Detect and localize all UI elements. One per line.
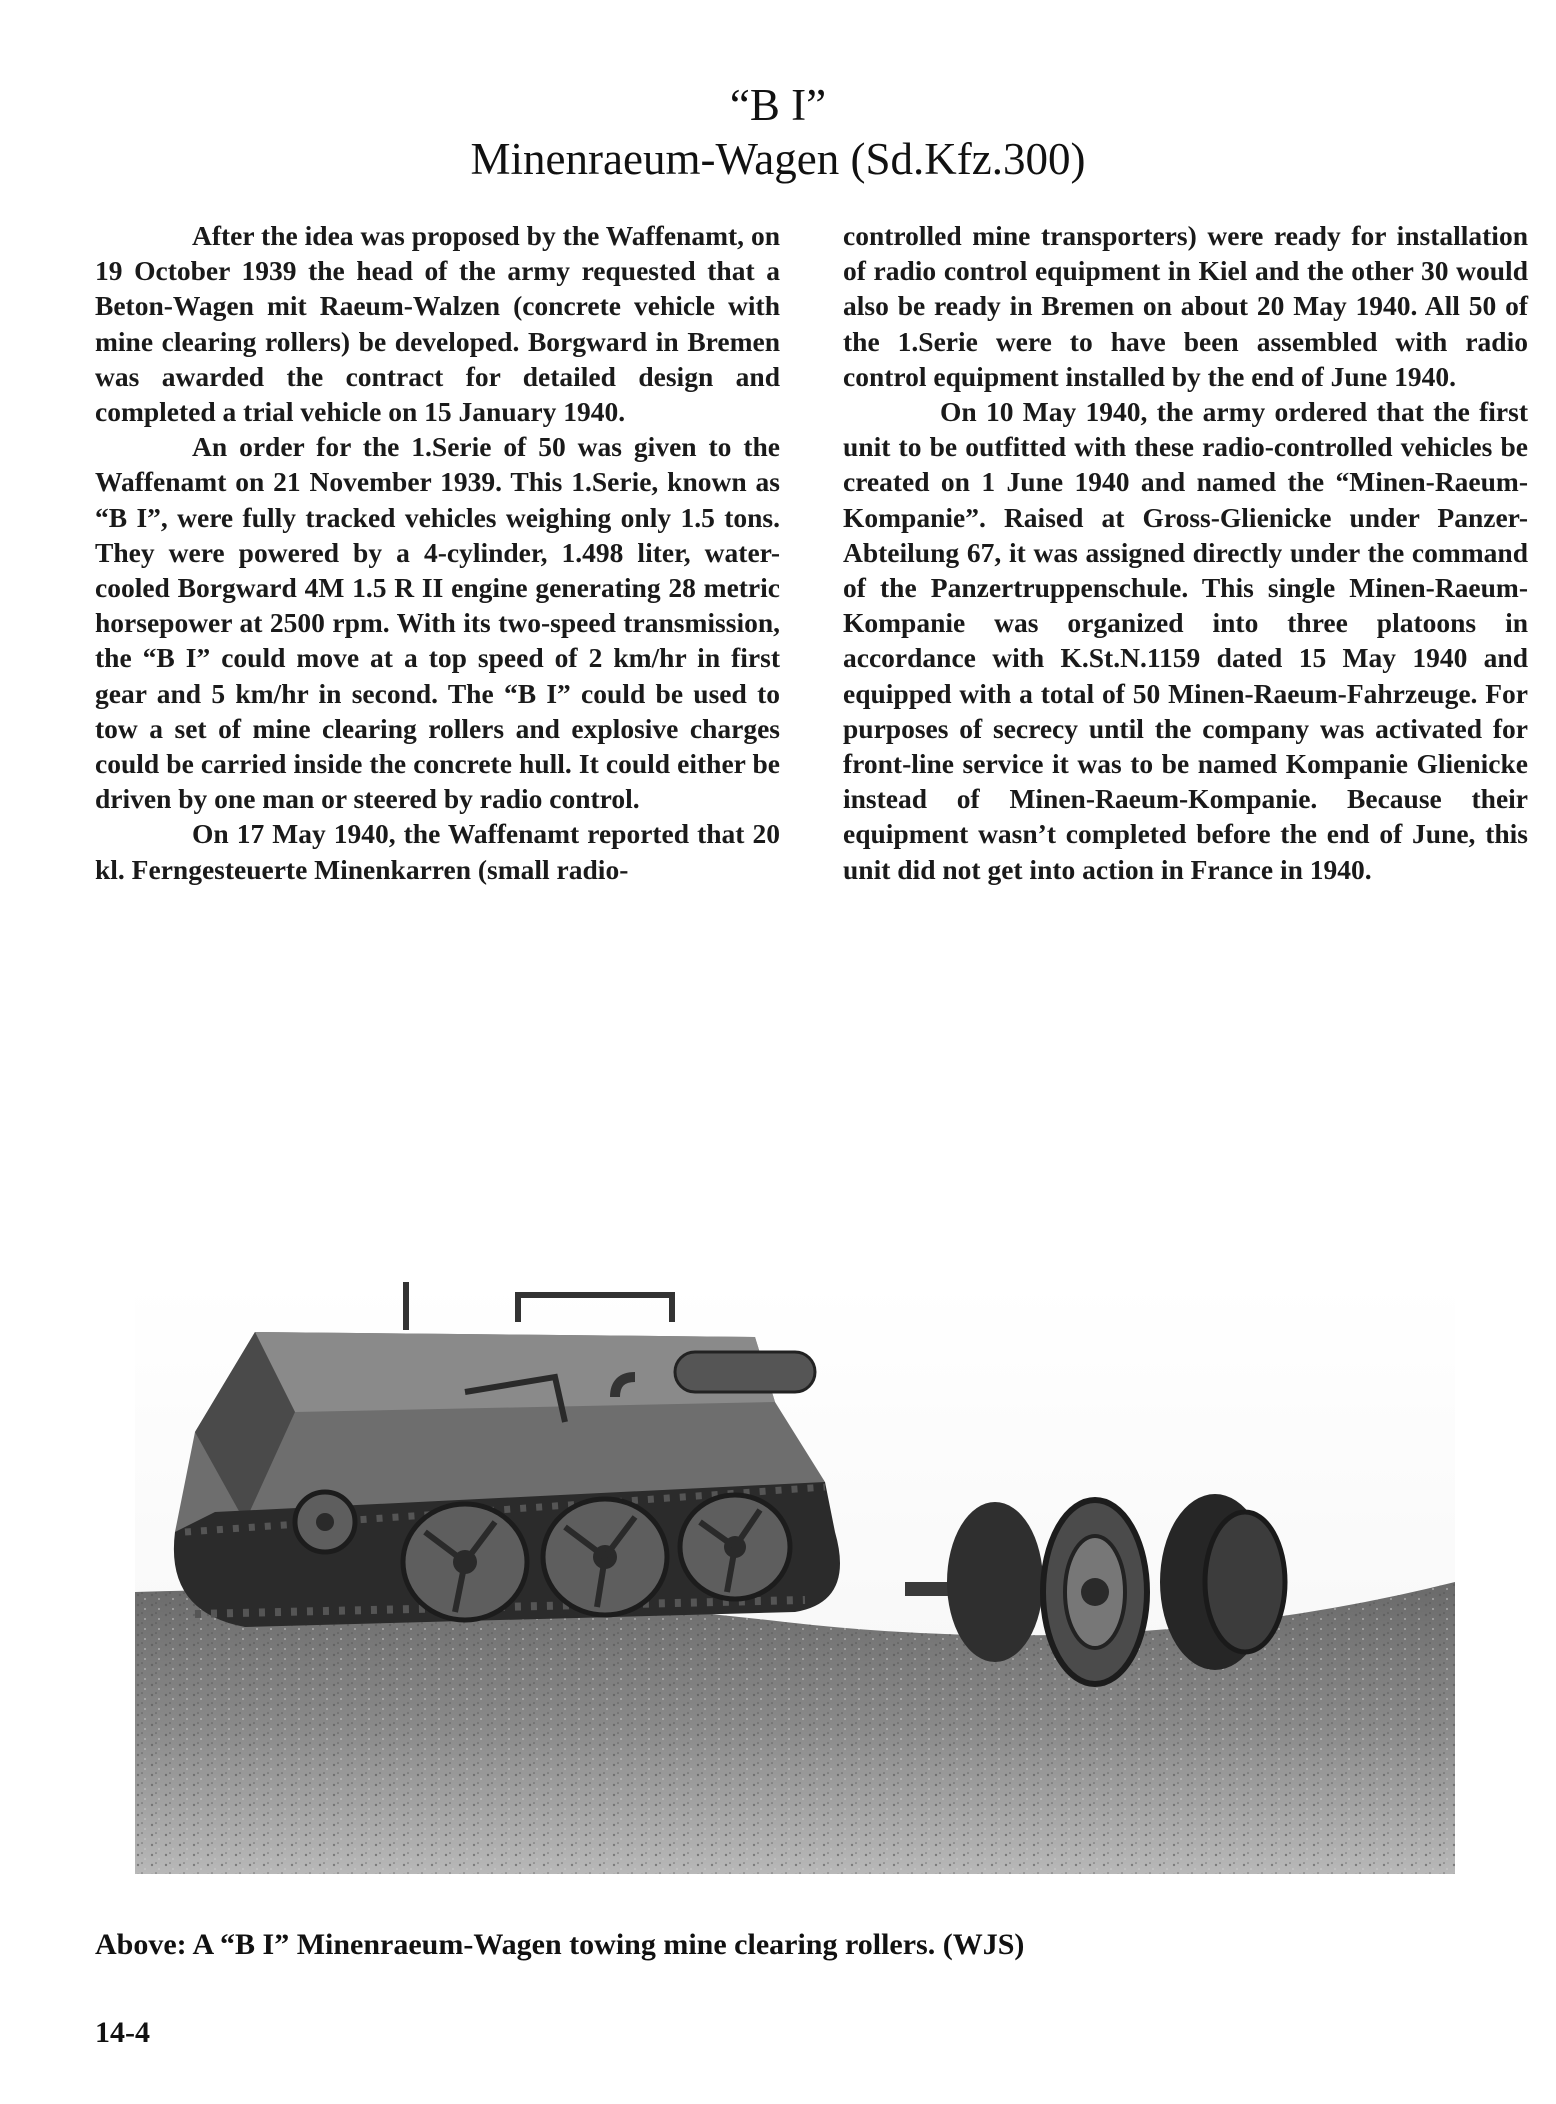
page-title-line-2: Minenraeum-Wagen (Sd.Kfz.300) [470,134,1086,184]
right-column [843,218,1528,887]
vehicle-photo [135,1282,1455,1874]
left-paragraph-2: An order for the 1.Serie of 50 was given to the Waffenamt on 21 November 1939. This 1.Serie, known as “B I”, were fully tracked vehicles weighing only 1.5 tons. They were powered by a 4-cylinder, 1.498 liter, water-cooled Borgward 4M 1.5 R II engine generating 28 metric horsepower at 2500 rpm. With its two-speed transmission, the “B I” could move at a top speed of 2 km/hr in first gear and 5 km/hr in second. The “B I” could be used to tow a set of mine clearing rollers and explosive charges could be carried inside the concrete hull. It could either be driven by one man or steered by radio control. [95,431,780,815]
figure-caption: Above: A “B I” Minenraeum-Wagen towing mine clearing rollers. (WJS) [95,1928,1025,1961]
right-paragraph-2: On 10 May 1940, the army ordered that the first unit to be outfitted with these radio-controlled vehicles be created on 1 June 1940 and named the “Minen-Raeum-Kompanie”. Raised at Gross-Glienicke under Panzer-Abteilung 67, it was assigned directly under the command of the Panzertruppenschule. This single Minen-Raeum-Kompanie was organized into three platoons in accordance with K.St.N.1159 dated 15 May 1940 and equipped with a total of 50 Minen-Raeum-Fahrzeuge. For purposes of secrecy until the company was activated for front-line service it was to be named Kompanie Glienicke instead of Minen-Raeum-Kompanie. Because their equipment wasn’t completed before the end of June, this unit did not get into action in France in 1940. [843,396,1528,885]
page-title-line-1: “B I” [729,80,827,130]
left-paragraph-3: On 17 May 1940, the Waffenamt reported that 20 kl. Ferngesteuerte Minenkarren (small radio- [95,818,780,885]
left-column [95,218,780,887]
right-paragraph-1: controlled mine transporters) were ready for installation of radio control equipment in Kiel and the other 30 would also be ready in Bremen on about 20 May 1940. All 50 of the 1.Serie were to have been assembled with radio control equipment installed by the end of June 1940. [843,220,1528,392]
page-number: 14-4 [95,2016,150,2049]
left-paragraph-1: After the idea was proposed by the Waffenamt, on 19 October 1939 the head of the army requested that a Beton-Wagen mit Raeum-Walzen (concrete vehicle with mine clearing rollers) be developed. Borgward in Bremen was awarded the contract for detailed design and completed a trial vehicle on 15 January 1940. [95,220,780,428]
